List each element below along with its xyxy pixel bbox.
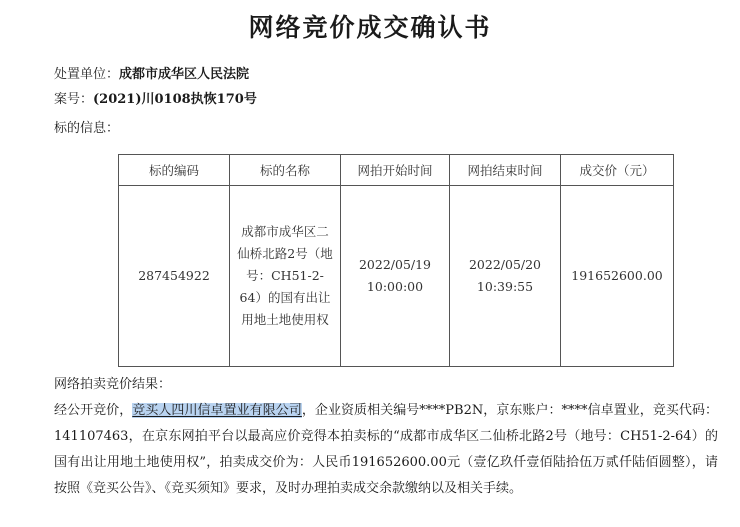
cell-name-text: 成都市成华区二仙桥北路2号（地号：CH51-2-64）的国有出让用地土地使用权 (237, 224, 333, 327)
auction-items-table (118, 154, 674, 367)
buyer-name-highlight[interactable]: 竞买人四川信卓置业有限公司 (132, 403, 302, 418)
header-price: 成交价（元） (561, 155, 674, 186)
cell-start-time (341, 186, 450, 367)
start-date: 2022/05/19 (358, 257, 432, 272)
document-title: 网络竞价成交确认书 (248, 13, 492, 42)
header-name: 标的名称 (230, 155, 341, 186)
cell-name (230, 186, 341, 367)
result-text-before: 经公开竞价， (54, 403, 133, 418)
cell-price: 191652600.00 (561, 186, 674, 367)
table-header-row (119, 155, 674, 186)
object-info-label: 标的信息： (54, 121, 120, 136)
header-start-time: 网拍开始时间 (341, 155, 450, 186)
disposal-unit-label: 处置单位： (54, 67, 120, 82)
case-number-label: 案号： (54, 92, 94, 107)
case-number-value: (2021)川0108执恢170号 (93, 92, 257, 107)
case-number-row (54, 88, 257, 107)
end-date: 2022/05/20 (468, 257, 542, 272)
header-end-time: 网拍结束时间 (450, 155, 561, 186)
cell-code: 287454922 (119, 186, 230, 367)
result-paragraph (54, 398, 718, 502)
result-text-after: ，企业资质相关编号****PB2N，京东账户：****信卓置业，竞买代码：141107463，在京东网拍平台以最高应价竞得本拍卖标的“成都市成华区二仙桥北路2号（地号：CH51-2-64）的国有出让用地土地使用权”，拍卖成交价为：人民币191652600.00元（壹亿玖仟壹佰陆拾伍万贰仟陆佰圆整），请按照《竞买公告》、《竞买须知》要求，及时办理拍卖成交余款缴纳以及相关手续。 (54, 403, 718, 496)
disposal-unit-value: 成都市成华区人民法院 (119, 67, 250, 82)
end-clock: 10:39:55 (476, 279, 534, 294)
result-heading: 网络拍卖竞价结果： (54, 377, 172, 392)
header-code: 标的编码 (119, 155, 230, 186)
cell-end-time (450, 186, 561, 367)
table-row (119, 186, 674, 367)
disposal-unit-row (54, 63, 249, 82)
start-clock: 10:00:00 (366, 279, 424, 294)
